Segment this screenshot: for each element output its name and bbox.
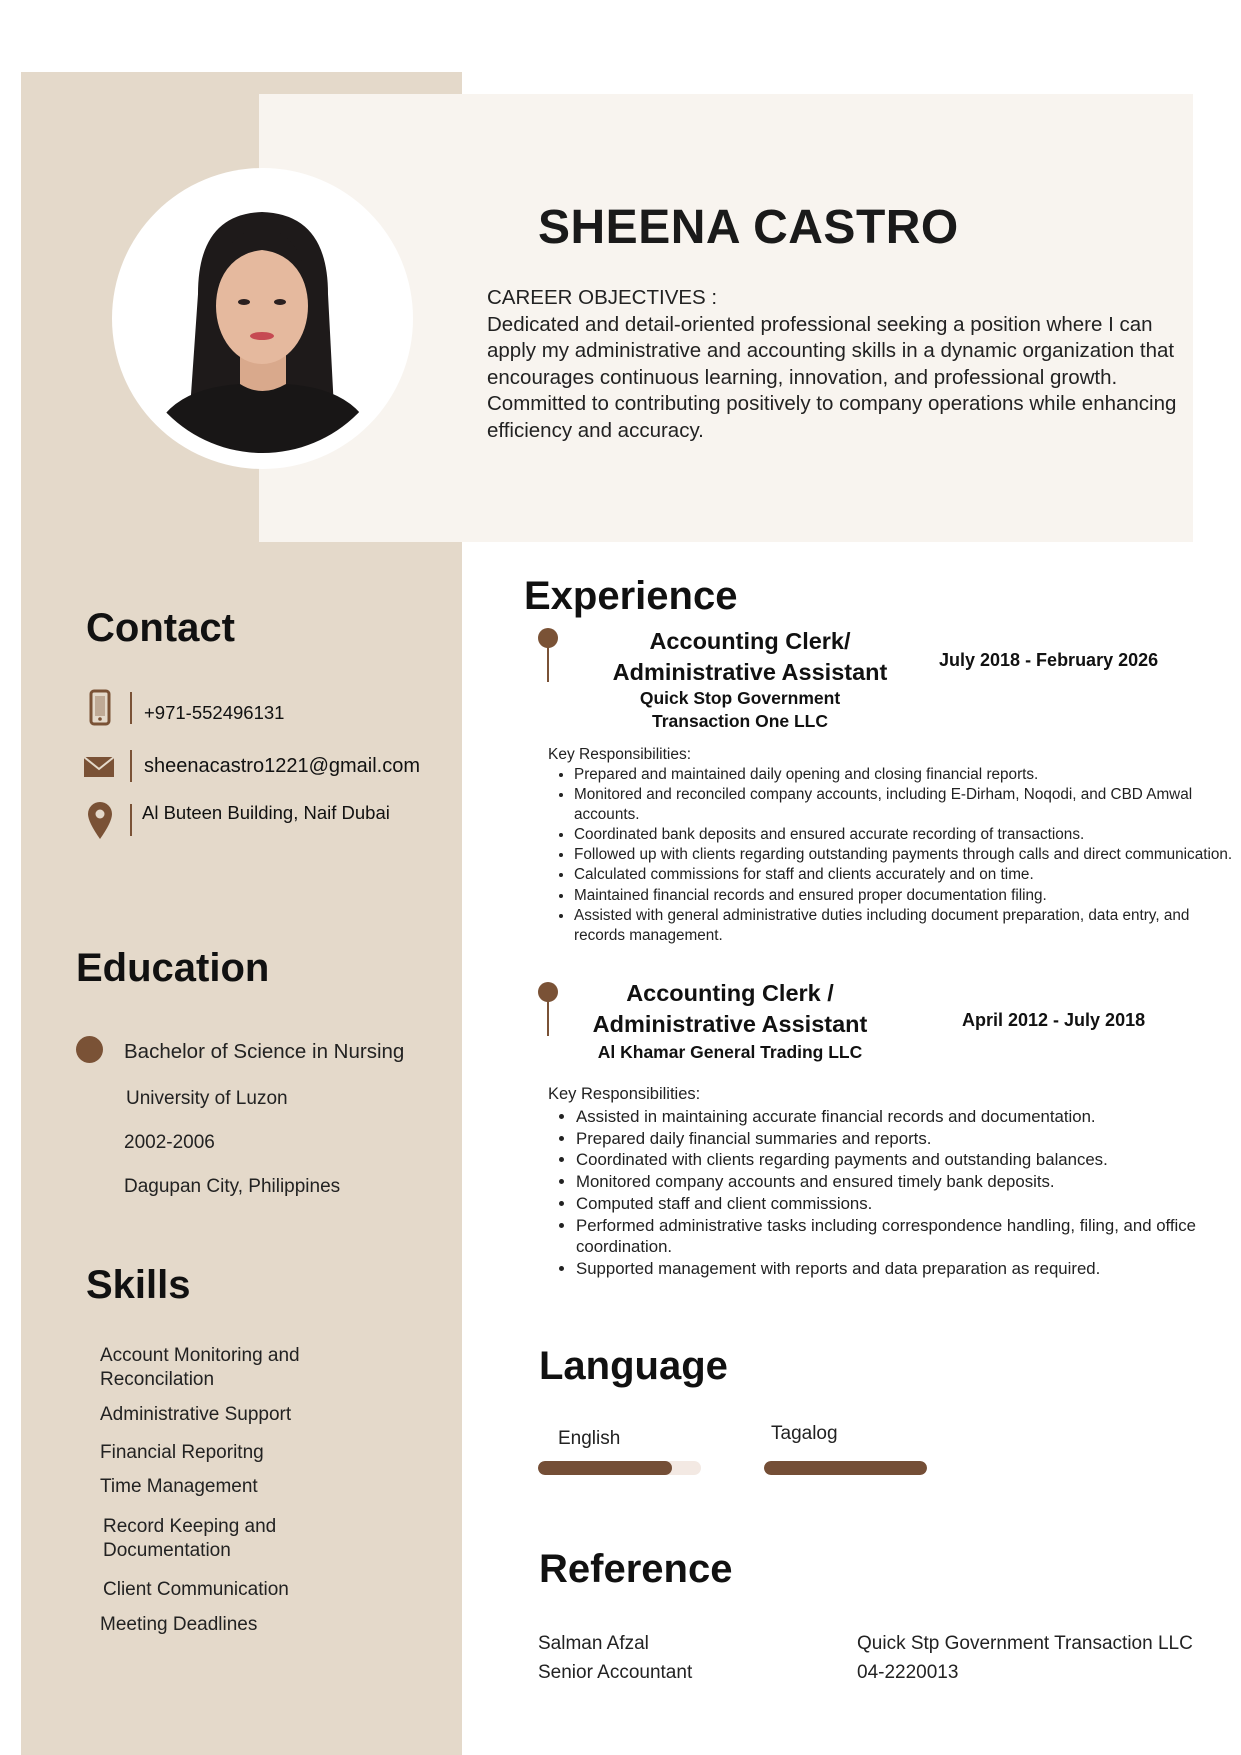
reference-company: Quick Stp Government Transaction LLC — [857, 1633, 1193, 1654]
education-title: Education — [76, 946, 270, 990]
responsibility-item: • Computed staff and client commissions. — [576, 1193, 1220, 1215]
objectives-heading: CAREER OBJECTIVES : — [487, 286, 718, 309]
profile-photo — [128, 184, 397, 453]
candidate-name: SHEENA CASTRO — [538, 201, 959, 254]
skill-item: Financial Reporitng — [100, 1442, 264, 1463]
responsibility-item: • Prepared and maintained daily opening and closing financial reports. — [574, 765, 1238, 785]
responsibilities-heading: Key Responsibilities: — [548, 746, 692, 763]
job-title: Accounting Clerk / Administrative Assistant — [592, 980, 868, 1037]
reference-position: Senior Accountant — [538, 1662, 693, 1683]
address: Al Buteen Building, Naif Dubai — [142, 802, 390, 823]
skill-item: Time Management — [100, 1476, 258, 1497]
contact-separator — [130, 750, 132, 782]
education-years: 2002-2006 — [124, 1132, 215, 1153]
location-pin-icon — [82, 800, 118, 840]
language-label-tagalog: Tagalog — [771, 1423, 838, 1444]
education-location: Dagupan City, Philippines — [124, 1176, 341, 1197]
language-label-english: English — [558, 1428, 621, 1449]
responsibility-item: • Followed up with clients regarding outstanding payments through calls and direct communication. — [574, 845, 1238, 865]
timeline-pin-icon — [538, 628, 558, 648]
responsibility-item: • Coordinated with clients regarding payments and outstanding balances. — [576, 1149, 1220, 1171]
job-dates: July 2018 - February 2026 — [939, 650, 1159, 670]
education-bullet-icon — [76, 1036, 103, 1063]
language-bar-english — [538, 1461, 701, 1475]
responsibilities-list — [550, 1106, 1220, 1280]
skill-item: Client Communication — [103, 1579, 289, 1600]
reference-title: Reference — [539, 1547, 733, 1591]
phone-number[interactable]: +971-552496131 — [144, 702, 285, 723]
reference-name: Salman Afzal — [538, 1633, 649, 1654]
skills-title: Skills — [86, 1263, 191, 1307]
skill-item: Account Monitoring and Reconcilation — [100, 1345, 300, 1390]
responsibility-item: • Assisted in maintaining accurate financial records and documentation. — [576, 1106, 1220, 1128]
job-title: Accounting Clerk/ Administrative Assistant — [612, 628, 888, 685]
objectives-text: Dedicated and detail-oriented professional seeking a position where I can apply my administrative and accounting skills in a dynamic organization that encourages continuous learning, innovation, and professional growth. Committed to contributing positively to company operations while enhancing efficiency and accuracy. — [487, 312, 1177, 442]
education-school: University of Luzon — [126, 1088, 288, 1109]
contact-email — [82, 746, 452, 786]
language-bar-fill — [764, 1461, 927, 1475]
responsibility-item: • Maintained financial records and ensured proper documentation filing. — [574, 886, 1238, 906]
job-dates: April 2012 - July 2018 — [962, 1010, 1146, 1030]
responsibility-item: • Prepared daily financial summaries and reports. — [576, 1128, 1220, 1150]
language-bar-fill — [538, 1461, 672, 1475]
timeline-stem — [547, 1000, 549, 1036]
career-objectives — [487, 285, 1207, 444]
contact-address — [82, 800, 452, 840]
skill-item: Meeting Deadlines — [100, 1614, 258, 1635]
responsibility-item: • Calculated commissions for staff and clients accurately and on time. — [574, 865, 1238, 885]
skill-item: Administrative Support — [100, 1404, 292, 1425]
responsibility-item: • Assisted with general administrative duties including document preparation, data entry, and records management. — [574, 906, 1238, 946]
contact-title: Contact — [86, 606, 235, 650]
timeline-stem — [547, 646, 549, 682]
skill-item: Record Keeping and Documentation — [103, 1516, 277, 1561]
timeline-pin-icon — [538, 982, 558, 1002]
reference-phone[interactable]: 04-2220013 — [857, 1662, 959, 1683]
contact-separator — [130, 692, 132, 724]
education-degree: Bachelor of Science in Nursing — [124, 1040, 405, 1063]
email-address[interactable]: sheenacastro1221@gmail.com — [144, 755, 421, 777]
job-company: Quick Stop Government Transaction One LLC — [639, 688, 841, 731]
envelope-icon — [82, 746, 118, 786]
responsibilities-list — [548, 765, 1238, 946]
responsibility-item: • Performed administrative tasks including correspondence handling, filing, and office coordination. — [576, 1215, 1220, 1258]
job-company: Al Khamar General Trading LLC — [597, 1042, 863, 1062]
responsibility-item: • Monitored company accounts and ensured timely bank deposits. — [576, 1171, 1220, 1193]
phone-icon — [82, 688, 118, 728]
contact-phone — [82, 688, 452, 728]
responsibility-item: • Supported management with reports and data preparation as required. — [576, 1258, 1220, 1280]
language-title: Language — [539, 1344, 728, 1388]
responsibilities-heading: Key Responsibilities: — [548, 1085, 701, 1103]
responsibility-item: • Monitored and reconciled company accounts, including E-Dirham, Noqodi, and CBD Amwal accounts. — [574, 785, 1238, 825]
responsibility-item: • Coordinated bank deposits and ensured accurate recording of transactions. — [574, 825, 1238, 845]
contact-separator — [130, 804, 132, 836]
language-bar-tagalog — [764, 1461, 927, 1475]
experience-title: Experience — [524, 574, 738, 618]
